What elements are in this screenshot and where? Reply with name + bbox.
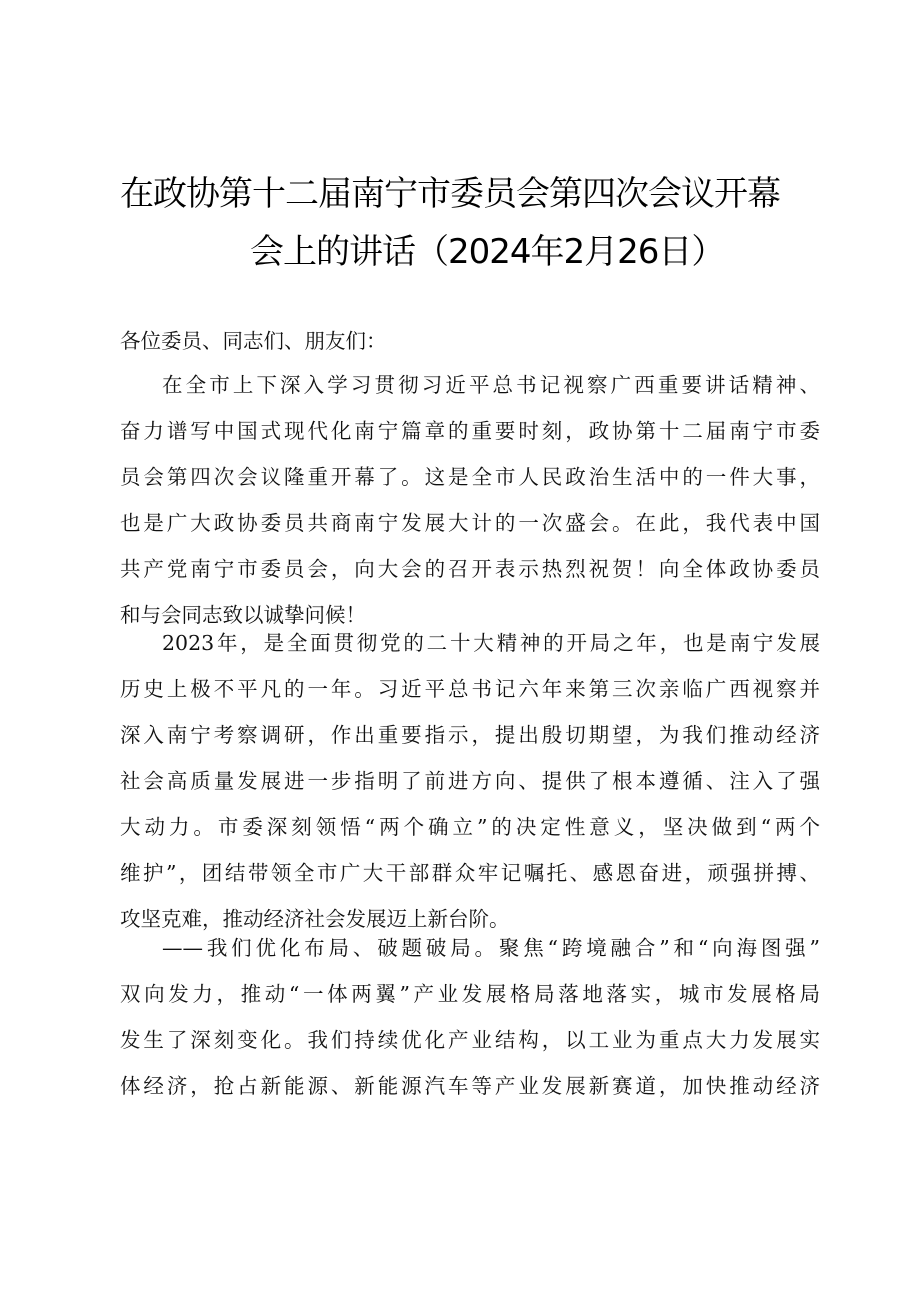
paragraph-line: 攻坚克难，推动经济社会发展迈上新台阶。 [120,907,510,931]
document-title-line-1: 在政协第十二届南宁市委员会第四次会议开幕 [120,174,780,214]
paragraph-line: 共产党南宁市委员会，向大会的召开表示热烈祝贺！向全体政协委员 [120,557,820,581]
paragraph-line: 大动力。市委深刻领悟“两个确立”的决定性意义，坚决做到“两个 [120,815,820,839]
paragraph-line: 体经济，抢占新能源、新能源汽车等产业发展新赛道，加快推动经济 [120,1074,820,1098]
paragraph-line: 维护”，团结带领全市广大干部群众牢记嘱托、感恩奋进，顽强拼搏、 [120,861,820,885]
paragraph-1 [120,362,820,638]
paragraph-line: 2023年，是全面贯彻党的二十大精神的开局之年，也是南宁发展 [162,631,820,655]
paragraph-line: 双向发力，推动“一体两翼”产业发展格局落地落实，城市发展格局 [120,982,820,1006]
paragraph-line: 深入南宁考察调研，作出重要指示，提出殷切期望，为我们推动经济 [120,723,820,747]
paragraph-line: 在全市上下深入学习贯彻习近平总书记视察广西重要讲话精神、 [162,373,820,397]
paragraph-2 [120,620,820,942]
paragraph-line: 社会高质量发展进一步指明了前进方向、提供了根本遵循、注入了强 [120,769,820,793]
paragraph-line: 发生了深刻变化。我们持续优化产业结构，以工业为重点大力发展实 [120,1028,820,1052]
paragraph-line: 奋力谱写中国式现代化南宁篇章的重要时刻，政协第十二届南宁市委 [120,419,820,443]
paragraph-line: 历史上极不平凡的一年。习近平总书记六年来第三次亲临广西视察并 [120,677,820,701]
paragraph-line: 员会第四次会议隆重开幕了。这是全市人民政治生活中的一件大事， [120,465,820,489]
paragraph-line: 也是广大政协委员共商南宁发展大计的一次盛会。在此，我代表中国 [120,511,820,535]
salutation: 各位委员、同志们、朋友们： [120,329,387,353]
document-title-line-2: 会上的讲话（2024年2月26日） [250,232,725,272]
paragraph-line: ——我们优化布局、破题破局。聚焦“跨境融合”和“向海图强” [162,936,820,960]
paragraph-line: 和与会同志致以诚挚问候！ [120,603,366,627]
paragraph-3 [120,925,820,1109]
